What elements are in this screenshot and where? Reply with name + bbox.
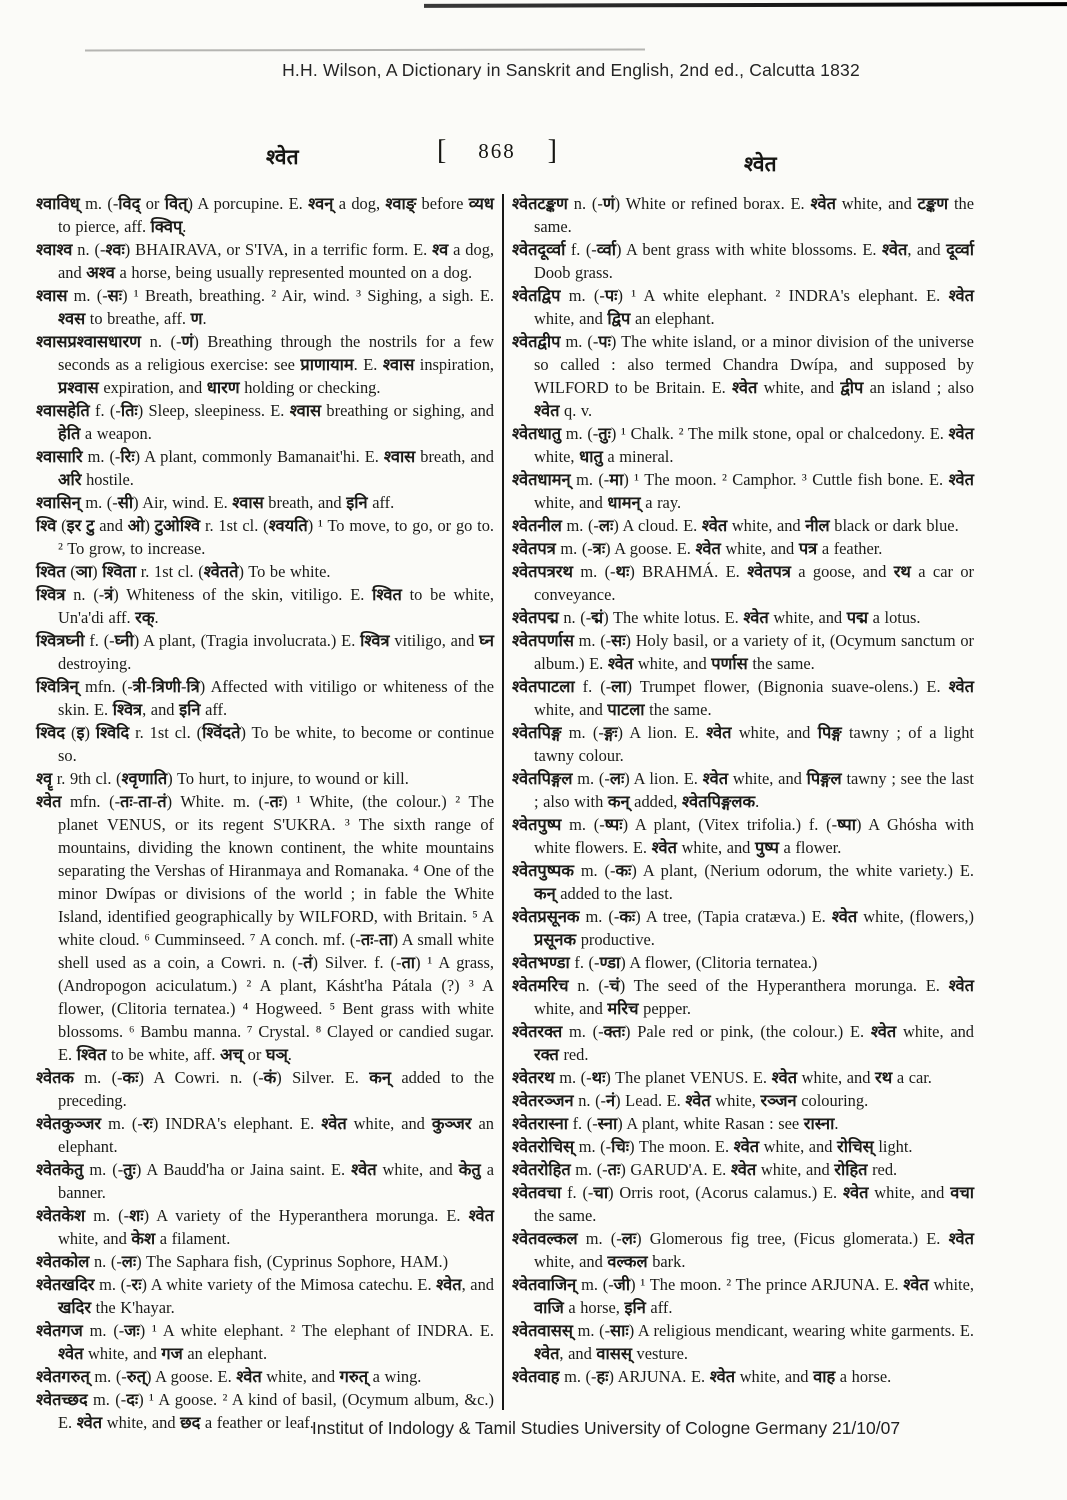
entry-headword: श्वासप्रश्वासधारण	[36, 332, 142, 351]
devanagari-term: नील	[805, 516, 830, 535]
entry-headword: श्वेतच्छद	[36, 1390, 88, 1409]
devanagari-term: र्व्वा	[596, 240, 616, 259]
entry-headword: श्वॄ	[36, 769, 53, 788]
entry-headword: श्वासहेति	[36, 401, 90, 420]
devanagari-term: जी	[613, 1275, 631, 1294]
entry-headword: श्वेतपत्र	[512, 539, 556, 558]
devanagari-term: विद्	[118, 194, 141, 213]
entry-headword: श्वेतपर्णास	[512, 631, 574, 650]
entry-headword: श्वेतपुष्पक	[512, 861, 574, 880]
devanagari-term: प्राणायाम	[300, 355, 354, 374]
entry-headword: श्वेतटङ्कण	[512, 194, 568, 213]
devanagari-term: ष्पः	[604, 815, 623, 834]
dictionary-entry: श्वेतक m. (-कः) A Cowri. n. (-कं) Silver. E. कन् added to the preceding.	[36, 1068, 494, 1110]
devanagari-term: साः	[610, 1321, 629, 1340]
page-number	[437, 137, 557, 165]
devanagari-term: श्वास	[383, 447, 416, 466]
devanagari-term: सः	[611, 631, 626, 650]
entry-headword: श्वेतगज	[36, 1321, 83, 1340]
devanagari-term: थः	[615, 562, 630, 581]
devanagari-term: द्मं	[591, 608, 604, 627]
devanagari-term: तः	[120, 792, 133, 811]
devanagari-term: खदिर	[58, 1298, 92, 1317]
dictionary-entry: श्वेतपद्म n. (-द्मं) The white lotus. E. श्वेत white, and पद्म a lotus.	[512, 608, 921, 627]
dictionary-entry: श्वित (ञा) श्विता r. 1st cl. (श्वेतते) To be white.	[36, 562, 331, 581]
devanagari-term: रञ्जन	[760, 1091, 797, 1110]
devanagari-term: चा	[593, 1183, 609, 1202]
devanagari-term: वासस्	[596, 1344, 632, 1363]
devanagari-term: पः	[604, 286, 618, 305]
devanagari-term: श्वेत	[436, 1275, 462, 1294]
left-column	[36, 192, 494, 1434]
dictionary-entry: श्वेतपर्णास m. (-सः) Holy basil, or a variety of it, (Ocymum sanctum or album.) E. श्वेत white, and पर्णास the same.	[512, 631, 974, 673]
devanagari-term: चिः	[611, 1137, 630, 1156]
dictionary-entry: श्वेतनील m. (-लः) A cloud. E. श्वेत white, and नील black or dark blue.	[512, 516, 959, 535]
devanagari-term: श्वेत	[236, 1367, 262, 1386]
devanagari-term: लः	[121, 1252, 137, 1271]
devanagari-term: घ्नी	[114, 631, 134, 650]
devanagari-term: श्वेत	[730, 1160, 757, 1179]
page-number-bracket-right: ]	[547, 135, 557, 166]
devanagari-term: त्रि	[186, 677, 200, 696]
watermark-caption: H.H. Wilson, A Dictionary in Sanskrit and English, 2nd ed., Calcutta 1832	[282, 60, 860, 80]
entry-headword: श्वेतवासस्	[512, 1321, 573, 1340]
entry-headword: श्वेतखदिर	[36, 1275, 95, 1294]
devanagari-term: श्वित्र	[360, 631, 390, 650]
devanagari-term: रक्त	[534, 1045, 559, 1064]
devanagari-term: ता	[378, 930, 393, 949]
devanagari-term: केतु	[458, 1160, 481, 1179]
dictionary-entry: श्वेतटङ्कण n. (-णं) White or refined borax. E. श्वेत white, and टङ्कण the same.	[512, 194, 974, 236]
dictionary-entry: श्वेतरथ m. (-थः) The planet VENUS. E. श्वेत white, and रथ a car.	[512, 1068, 932, 1087]
devanagari-term: मरिच	[607, 999, 639, 1018]
entry-headword: श्वेतकेतु	[36, 1160, 84, 1179]
devanagari-term: श्वित्र	[112, 700, 143, 719]
dictionary-entry: श्वेत mfn. (-तः-ता-तं) White. m. (-तः) ¹ White, (the colour.) ² The planet VENUS, or its regent S'UKRA. ³ The sixth range of mountains, dividing the known continent, the white mountains separating the Vershas of Hiranmaya and Romanaka. ⁴ One of the minor Dwípas or divisions of the world ; in fable the White Island, identified geographically by WILFORD, with Britain. ⁵ A white cloud. ⁶ Cumminseed. ⁷ A conch. mf. (-तः-ता) A small white shell used as a coin, a Cowri. n. (-तं) Silver. f. (-ता) ¹ A grass, (Andropogon aciculatum.) ² A plant, Kásht'ha Pátala (?) ³ A flower, (Clitoria ternatea.) ⁴ Hogweed. ⁵ Bent grass with white blossoms. ⁶ Bambu manna. ⁷ Crystal. ⁸ Clayed or candied sugar. E. श्वित to be white, aff. अच् or घञ्.	[36, 792, 494, 1064]
entry-headword: श्वेतवचा	[512, 1183, 562, 1202]
devanagari-term: पत्र	[798, 539, 818, 558]
devanagari-term: व्यध	[468, 194, 494, 213]
devanagari-term: ङ्गः	[603, 723, 618, 742]
devanagari-term: इनि	[346, 493, 368, 512]
devanagari-term: ता	[401, 953, 416, 972]
dictionary-entry: श्वास m. (-सः) ¹ Breath, breathing. ² Air, wind. ³ Sighing, a sigh. E. श्वस to breathe, aff. ण.	[36, 286, 494, 328]
dictionary-entry: श्वेतवल्कल m. (-लः) Glomerous fig tree, (Ficus glomerata.) E. श्वेत white, and वल्कल bark.	[512, 1229, 974, 1271]
devanagari-term: घञ्	[265, 1045, 288, 1064]
devanagari-term: श्वेत	[651, 838, 677, 857]
devanagari-term: धामन्	[607, 493, 641, 512]
devanagari-term: मा	[609, 470, 624, 489]
devanagari-term: श्वित	[76, 1045, 107, 1064]
entry-headword: श्वाविध्	[36, 194, 80, 213]
entry-headword: श्वेतवाजिन्	[512, 1275, 577, 1294]
devanagari-term: श्वेत	[731, 378, 758, 397]
entry-headword: श्वेतमरिच	[512, 976, 569, 995]
dictionary-entry: श्वेतरास्ना f. (-स्ना) A plant, white Rasan : see रास्ना.	[512, 1114, 839, 1133]
entry-headword: श्वेत	[36, 792, 62, 811]
dictionary-entry: श्वेतपत्र m. (-त्रः) A goose. E. श्वेत white, and पत्र a feather.	[512, 539, 883, 558]
devanagari-term: प्रश्वास	[58, 378, 99, 397]
devanagari-term: कः	[122, 1068, 139, 1087]
devanagari-term: ण	[190, 309, 203, 328]
entry-headword: श्वित्र	[36, 585, 66, 604]
dictionary-entry: श्वित्रघ्नी f. (-घ्नी) A plant, (Tragia involucrata.) E. श्वित्र vitiligo, and घ्न destroying.	[36, 631, 494, 673]
devanagari-term: टङ्कण	[917, 194, 949, 213]
devanagari-term: स्ना	[597, 1114, 618, 1133]
devanagari-term: इनि	[624, 1298, 646, 1317]
entry-headword: श्वास	[36, 286, 68, 305]
devanagari-term: पर्णास	[711, 654, 748, 673]
entry-headword: श्वेतरास्ना	[512, 1114, 568, 1133]
entry-headword: श्वेतपुष्प	[512, 815, 562, 834]
page-number-bracket-left: [	[437, 135, 447, 166]
devanagari-term: श्वेत	[468, 1206, 494, 1225]
dictionary-entry: श्वेतधातु m. (-तुः) ¹ Chalk. ² The milk stone, opal or chalcedony. E. श्वेत white, धातु a mineral.	[512, 424, 974, 466]
devanagari-term: श्वेत	[948, 286, 974, 305]
devanagari-term: तिः	[120, 401, 138, 420]
dictionary-entry: श्वेतरोहित m. (-तः) GARUD'A. E. श्वेत white, and रोहित red.	[512, 1160, 898, 1179]
devanagari-term: कः	[615, 861, 632, 880]
devanagari-term: श्वास	[289, 401, 322, 420]
devanagari-term: श्वेत	[948, 470, 974, 489]
devanagari-term: सः	[107, 286, 123, 305]
devanagari-term: रः	[131, 1275, 142, 1294]
dictionary-entry: श्वॄ r. 9th cl. (श्वृणाति) To hurt, to injure, to wound or kill.	[36, 769, 409, 788]
devanagari-term: अरि	[58, 470, 82, 489]
entry-headword: श्वेतरञ्जन	[512, 1091, 574, 1110]
devanagari-term: छद	[180, 1413, 201, 1432]
entry-headword: श्वेतरक्त	[512, 1022, 563, 1041]
devanagari-term: त्रं	[104, 585, 114, 604]
entry-headword: श्वेतधामन्	[512, 470, 571, 489]
devanagari-term: श्वेत	[831, 907, 858, 926]
devanagari-term: कः	[619, 907, 636, 926]
devanagari-term: श्वेत	[870, 1022, 897, 1041]
entry-headword: श्वेतभण्डा	[512, 953, 570, 972]
devanagari-term: रास्ना	[803, 1114, 835, 1133]
devanagari-term: लः	[598, 516, 614, 535]
devanagari-term: श्वेत	[76, 1413, 103, 1432]
devanagari-term: श्वेत	[607, 654, 634, 673]
dictionary-entry: श्वासारि m. (-रिः) A plant, commonly Bamanait'hi. E. श्वास breath, and अरि hostile.	[36, 447, 494, 489]
page-number-value: 868	[478, 138, 516, 163]
devanagari-term: श्व	[432, 240, 449, 259]
devanagari-term: तः	[269, 792, 283, 811]
devanagari-term: श्विंदते	[202, 723, 241, 742]
devanagari-term: लः	[621, 1229, 637, 1248]
devanagari-term: श्वेत	[701, 516, 728, 535]
dictionary-entry: श्विद (इ) श्विदि r. 1st cl. (श्विंदते) To be white, to become or continue so.	[36, 723, 494, 765]
entry-headword: श्वासिन्	[36, 493, 81, 512]
devanagari-term: कन्	[534, 884, 556, 903]
devanagari-term: वचा	[950, 1183, 974, 1202]
dictionary-entry: श्वेतरोचिस् m. (-चिः) The moon. E. श्वेत white, and रोचिस् light.	[512, 1137, 913, 1156]
entry-headword: श्वित्रिन्	[36, 677, 79, 696]
dictionary-entry: श्वेतधामन् m. (-मा) ¹ The moon. ² Camphor. ³ Cuttle fish bone. E. श्वेत white, and धामन् a ray.	[512, 470, 974, 512]
column-divider-rule	[502, 194, 504, 1410]
devanagari-term: इर टु	[66, 516, 95, 535]
devanagari-term: त्रः	[592, 539, 606, 558]
entry-headword: श्वेतकुञ्जर	[36, 1114, 102, 1133]
devanagari-term: केश	[131, 1229, 156, 1248]
dictionary-entry: श्वेतरक्त m. (-क्तः) Pale red or pink, (the colour.) E. श्वेत white, and रक्त red.	[512, 1022, 974, 1064]
dictionary-entry: श्वेतकोल n. (-लः) The Saphara fish, (Cyprinus Sophore, HAM.)	[36, 1252, 449, 1271]
devanagari-term: दः	[126, 1390, 139, 1409]
devanagari-term: श्वः	[105, 240, 125, 259]
devanagari-term: नं	[606, 1091, 616, 1110]
entry-headword: श्वेतद्विप	[512, 286, 561, 305]
dictionary-entry: श्वेतपिङ्गल m. (-लः) A lion. E. श्वेत white, and पिङ्गल tawny ; see the last ; also with कन् added, श्वेतपिङ्गलक.	[512, 769, 974, 811]
devanagari-term: रः	[142, 1114, 153, 1133]
devanagari-term: श्वेतपिङ्गलक	[682, 792, 756, 811]
devanagari-term: पद्म	[846, 608, 869, 627]
dictionary-entry: श्वेतगरुत् m. (-रुत्) A goose. E. श्वेत white, and गरुत् a wing.	[36, 1367, 422, 1386]
devanagari-term: रक्	[135, 608, 155, 627]
devanagari-term: श्वेत	[843, 1183, 869, 1202]
dictionary-entry: श्वेतकेतु m. (-तुः) A Baudd'ha or Jaina saint. E. श्वेत white, and केतु a banner.	[36, 1160, 494, 1202]
entry-headword: श्वेतपिङ्गल	[512, 769, 573, 788]
devanagari-term: ण्डा	[599, 953, 621, 972]
devanagari-term: द्वीप	[840, 378, 864, 397]
devanagari-term: श्वेत	[351, 1160, 377, 1179]
devanagari-term: इनि	[179, 700, 201, 719]
devanagari-term: गज	[161, 1344, 183, 1363]
entry-headword: श्वेतरोचिस्	[512, 1137, 575, 1156]
devanagari-term: कं	[263, 1068, 277, 1087]
devanagari-term: रिः	[120, 447, 135, 466]
entry-headword: श्वेतवाह	[512, 1367, 560, 1386]
dictionary-entry: श्वेतवचा f. (-चा) Orris root, (Acorus calamus.) E. श्वेत white, and वचा the same.	[512, 1183, 974, 1225]
devanagari-term: टुओश्वि	[154, 516, 201, 535]
devanagari-term: श्वेत	[771, 1068, 798, 1087]
devanagari-term: श्वेत	[743, 608, 769, 627]
devanagari-term: रथ	[893, 562, 911, 581]
devanagari-term: श्वेत	[948, 424, 974, 443]
devanagari-term: घ्न	[479, 631, 494, 650]
devanagari-term: णं	[602, 194, 615, 213]
entry-headword: श्वासारि	[36, 447, 83, 466]
devanagari-term: श्वेत	[685, 1091, 711, 1110]
entry-headword: श्वेतप्रसूनक	[512, 907, 580, 926]
devanagari-term: पिङ्गल	[806, 769, 842, 788]
devanagari-term: श्वेतते	[203, 562, 239, 581]
dictionary-entry: श्वेतरञ्जन n. (-नं) Lead. E. श्वेत white, रञ्जन colouring.	[512, 1091, 869, 1110]
devanagari-term: श्वास	[232, 493, 264, 512]
devanagari-term: द्विप	[607, 309, 631, 328]
devanagari-term: श्वेत	[733, 1137, 760, 1156]
entry-headword: श्वेतनील	[512, 516, 562, 535]
devanagari-term: श्वेत	[58, 1344, 84, 1363]
devanagari-term: चं	[609, 976, 620, 995]
dictionary-entry: श्वेतखदिर m. (-रः) A white variety of the Mimosa catechu. E. श्वेत, and खदिर the K'hayar.	[36, 1275, 494, 1317]
dictionary-entry: श्वेतवासस् m. (-साः) A religious mendicant, wearing white garments. E. श्वेत, and वासस् vesture.	[512, 1321, 974, 1363]
devanagari-term: श्वेत	[706, 723, 732, 742]
entry-headword: श्वेतपद्म	[512, 608, 559, 627]
entry-headword: श्वि	[36, 516, 57, 535]
dictionary-entry: श्वित्रिन् mfn. (-त्री-त्रिणी-त्रि) Affected with vitiligo or whiteness of the skin. E. श्वित्र, and इनि aff.	[36, 677, 494, 719]
devanagari-term: वाजि	[534, 1298, 564, 1317]
devanagari-term: श्वेतपत्र	[747, 562, 791, 581]
devanagari-term: पुष्प	[754, 838, 779, 857]
devanagari-term: श्वाङ्	[385, 194, 417, 213]
devanagari-term: पाटला	[607, 700, 645, 719]
devanagari-term: श्वास	[382, 355, 415, 374]
devanagari-term: श्वृणाति	[121, 769, 168, 788]
devanagari-term: श्वेत	[948, 976, 974, 995]
text-columns	[36, 192, 990, 1434]
devanagari-term: रोहित	[834, 1160, 868, 1179]
entry-headword: श्वेतपत्ररथ	[512, 562, 573, 581]
entry-headword: श्वाश्व	[36, 240, 73, 259]
dictionary-entry: श्वेतकुञ्जर m. (-रः) INDRA's elephant. E. श्वेत white, and कुञ्जर an elephant.	[36, 1114, 494, 1156]
dictionary-entry: श्वेतपाटला f. (-ला) Trumpet flower, (Bignonia suave-olens.) E. श्वेत white, and पाटला the same.	[512, 677, 974, 719]
devanagari-term: तं	[157, 792, 167, 811]
entry-headword: श्वेतपिङ्ग	[512, 723, 562, 742]
dictionary-entry: श्वेतपुष्पक m. (-कः) A plant, (Nerium odorum, the white variety.) E. कन् added to the last.	[512, 861, 974, 903]
entry-headword: श्वेतधातु	[512, 424, 562, 443]
footer-credit: Institut of Indology & Tamil Studies University of Cologne Germany 21/10/07	[311, 1418, 901, 1438]
scan-artifact-line-faint	[85, 49, 645, 52]
devanagari-term: क्विप्	[150, 217, 183, 236]
devanagari-term: क्तः	[603, 1022, 626, 1041]
devanagari-term: श्विता	[102, 562, 137, 581]
entry-headword: श्वेतगरुत्	[36, 1367, 90, 1386]
devanagari-term: अच्	[220, 1045, 244, 1064]
running-headword-left: श्वेत	[266, 145, 299, 169]
dictionary-entry: श्वासिन् m. (-सी) Air, wind. E. श्वास breath, and इनि aff.	[36, 493, 395, 512]
right-column	[512, 192, 974, 1434]
devanagari-term: कन्	[369, 1068, 391, 1087]
devanagari-term: श्वस	[58, 309, 86, 328]
devanagari-term: कुञ्जर	[431, 1114, 472, 1133]
devanagari-term: शः	[129, 1206, 144, 1225]
devanagari-term: श्वेत	[709, 1367, 736, 1386]
devanagari-term: गरुत्	[339, 1367, 369, 1386]
entry-headword: श्विद	[36, 723, 66, 742]
dictionary-entry: श्वेतभण्डा f. (-ण्डा) A flower, (Clitoria ternatea.)	[512, 953, 818, 972]
dictionary-entry: श्वेतपिङ्ग m. (-ङ्गः) A lion. E. श्वेत white, and पिङ्ग tawny ; of a light tawny colour.	[512, 723, 974, 765]
devanagari-term: वित्	[164, 194, 188, 213]
devanagari-term: णं	[181, 332, 194, 351]
devanagari-term: इ	[76, 723, 85, 742]
dictionary-entry: श्वेतद्विप m. (-पः) ¹ A white elephant. ² INDRA's elephant. E. श्वेत white, and द्विप an elephant.	[512, 286, 974, 328]
devanagari-term: अश्व	[86, 263, 115, 282]
devanagari-term: पिङ्ग	[817, 723, 842, 742]
entry-headword: श्वेतवल्कल	[512, 1229, 578, 1248]
devanagari-term: थः	[591, 1068, 606, 1087]
entry-headword: श्वेतकोल	[36, 1252, 90, 1271]
dictionary-entry: श्वेतकेश m. (-शः) A variety of the Hyperanthera morunga. E. श्वेत white, and केश a filament.	[36, 1206, 494, 1248]
dictionary-entry: श्वेतद्वीप m. (-पः) The white island, or a minor division of the universe so called : also termed Chandra Dwípa, and supposed by WILFORD to be Britain. E. श्वेत white, and द्वीप an island ; also श्वेत q. v.	[512, 332, 974, 420]
devanagari-term: श्वेत	[702, 769, 729, 788]
devanagari-term: दूर्व्वा	[946, 240, 974, 259]
dictionary-entry: श्वाविध् m. (-विद् or वित्) A porcupine. E. श्वन् a dog, श्वाङ् before व्यध to pierce, aff. क्विप्.	[36, 194, 494, 236]
devanagari-term: तं	[303, 953, 313, 972]
dictionary-entry: श्वेतवाह m. (-हः) ARJUNA. E. श्वेत white, and वाह a horse.	[512, 1367, 892, 1386]
devanagari-term: धातु	[579, 447, 603, 466]
devanagari-term: ला	[611, 677, 627, 696]
devanagari-term: कन्	[607, 792, 630, 811]
devanagari-term: श्वेत	[534, 1344, 560, 1363]
devanagari-term: त्रिणी	[151, 677, 181, 696]
devanagari-term: वाह	[813, 1367, 836, 1386]
devanagari-term: ओ	[127, 516, 145, 535]
scan-artifact-line-top	[424, 2, 1067, 8]
dictionary-entry: श्वेतच्छद m. (-दः) ¹ A goose. ² A kind of basil, (Ocymum album, &c.) E. श्वेत white, and छद a feather or leaf.	[36, 1390, 494, 1432]
devanagari-term: श्वेत	[534, 401, 560, 420]
devanagari-term: श्वन्	[308, 194, 334, 213]
dictionary-entry: श्वेतवाजिन् m. (-जी) ¹ The moon. ² The prince ARJUNA. E. श्वेत white, वाजि a horse, इनि aff.	[512, 1275, 974, 1317]
entry-headword: श्वेतरथ	[512, 1068, 555, 1087]
devanagari-term: श्वेत	[903, 1275, 929, 1294]
entry-headword: श्वेतपाटला	[512, 677, 575, 696]
devanagari-term: रुत्	[126, 1367, 146, 1386]
devanagari-term: तुः	[123, 1160, 136, 1179]
devanagari-term: तः	[607, 1160, 621, 1179]
devanagari-term: तुः	[598, 424, 611, 443]
devanagari-term: त्री	[132, 677, 147, 696]
dictionary-entry: श्वेतगज m. (-जः) ¹ A white elephant. ² The elephant of INDRA. E. श्वेत white, and गज an elephant.	[36, 1321, 494, 1363]
devanagari-term: ञा	[75, 562, 93, 581]
devanagari-term: जः	[124, 1321, 140, 1340]
devanagari-term: पः	[598, 332, 611, 351]
devanagari-term: श्वित	[372, 585, 402, 604]
entry-headword: श्वेतकेश	[36, 1206, 86, 1225]
dictionary-entry: श्वेतप्रसूनक m. (-कः) A tree, (Tapia cratæva.) E. श्वेत white, (flowers,) प्रसूनक productive.	[512, 907, 974, 949]
dictionary-entry: श्वेतपुष्प m. (-ष्पः) A plant, (Vitex trifolia.) f. (-ष्पा) A Ghósha with white flowers. E. श्वेत white, and पुष्प a flower.	[512, 815, 974, 857]
devanagari-term: श्विदि	[95, 723, 130, 742]
dictionary-entry: श्वि (इर टु and ओ) टुओश्वि r. 1st cl. (श्वयति) ¹ To move, to go, or go to. ² To grow, to increase.	[36, 516, 494, 558]
running-headword-right: श्वेत	[744, 152, 777, 176]
devanagari-term: श्वेत	[881, 240, 908, 259]
devanagari-term: श्वेत	[321, 1114, 347, 1133]
devanagari-term: वल्कल	[607, 1252, 648, 1271]
dictionary-entry: श्वासहेति f. (-तिः) Sleep, sleepiness. E. श्वास breathing or sighing, and हेति a weapon.	[36, 401, 494, 443]
devanagari-term: हेति	[58, 424, 81, 443]
entry-headword: श्वित	[36, 562, 66, 581]
dictionary-entry: श्वित्र n. (-त्रं) Whiteness of the skin, vitiligo. E. श्वित to be white, Un'a'di aff. रक्.	[36, 585, 494, 627]
dictionary-entry: श्वेतपत्ररथ m. (-थः) BRAHMÁ. E. श्वेतपत्र a goose, and रथ a car or conveyance.	[512, 562, 974, 604]
devanagari-term: रोचिस्	[837, 1137, 874, 1156]
devanagari-term: सी	[117, 493, 134, 512]
devanagari-term: हः	[596, 1367, 609, 1386]
devanagari-term: लः	[609, 769, 625, 788]
dictionary-entry: श्वेतदूर्व्वा f. (-र्व्वा) A bent grass with white blossoms. E. श्वेत, and दूर्व्वा Doob grass.	[512, 240, 974, 282]
devanagari-term: ता	[138, 792, 152, 811]
entry-headword: श्वित्रघ्नी	[36, 631, 85, 650]
dictionary-entry: श्वासप्रश्वासधारण n. (-णं) Breathing through the nostrils for a few seconds as a religious exercise: see प्राणायाम. E. श्वास inspiration, प्रश्वास expiration, and धारण holding or checking.	[36, 332, 494, 397]
devanagari-term: श्वेत	[948, 677, 974, 696]
devanagari-term: श्वेत	[948, 1229, 974, 1248]
entry-headword: श्वेतद्वीप	[512, 332, 561, 351]
devanagari-term: ष्पा	[837, 815, 856, 834]
devanagari-term: श्वयति	[268, 516, 308, 535]
devanagari-term: रथ	[875, 1068, 893, 1087]
devanagari-term: तः	[360, 930, 374, 949]
devanagari-term: प्रसूनक	[534, 930, 577, 949]
devanagari-term: धारण	[206, 378, 240, 397]
devanagari-term: श्वेत	[695, 539, 721, 558]
entry-headword: श्वेतदूर्व्वा	[512, 240, 566, 259]
dictionary-entry: श्वाश्व n. (-श्वः) BHAIRAVA, or S'IVA, in a terrific form. E. श्व a dog, and अश्व a horse, being usually represented mounted on a dog.	[36, 240, 494, 282]
devanagari-term: श्वेत	[810, 194, 836, 213]
dictionary-entry: श्वेतमरिच n. (-चं) The seed of the Hyperanthera morunga. E. श्वेत white, and मरिच pepper.	[512, 976, 974, 1018]
entry-headword: श्वेतक	[36, 1068, 75, 1087]
entry-headword: श्वेतरोहित	[512, 1160, 571, 1179]
